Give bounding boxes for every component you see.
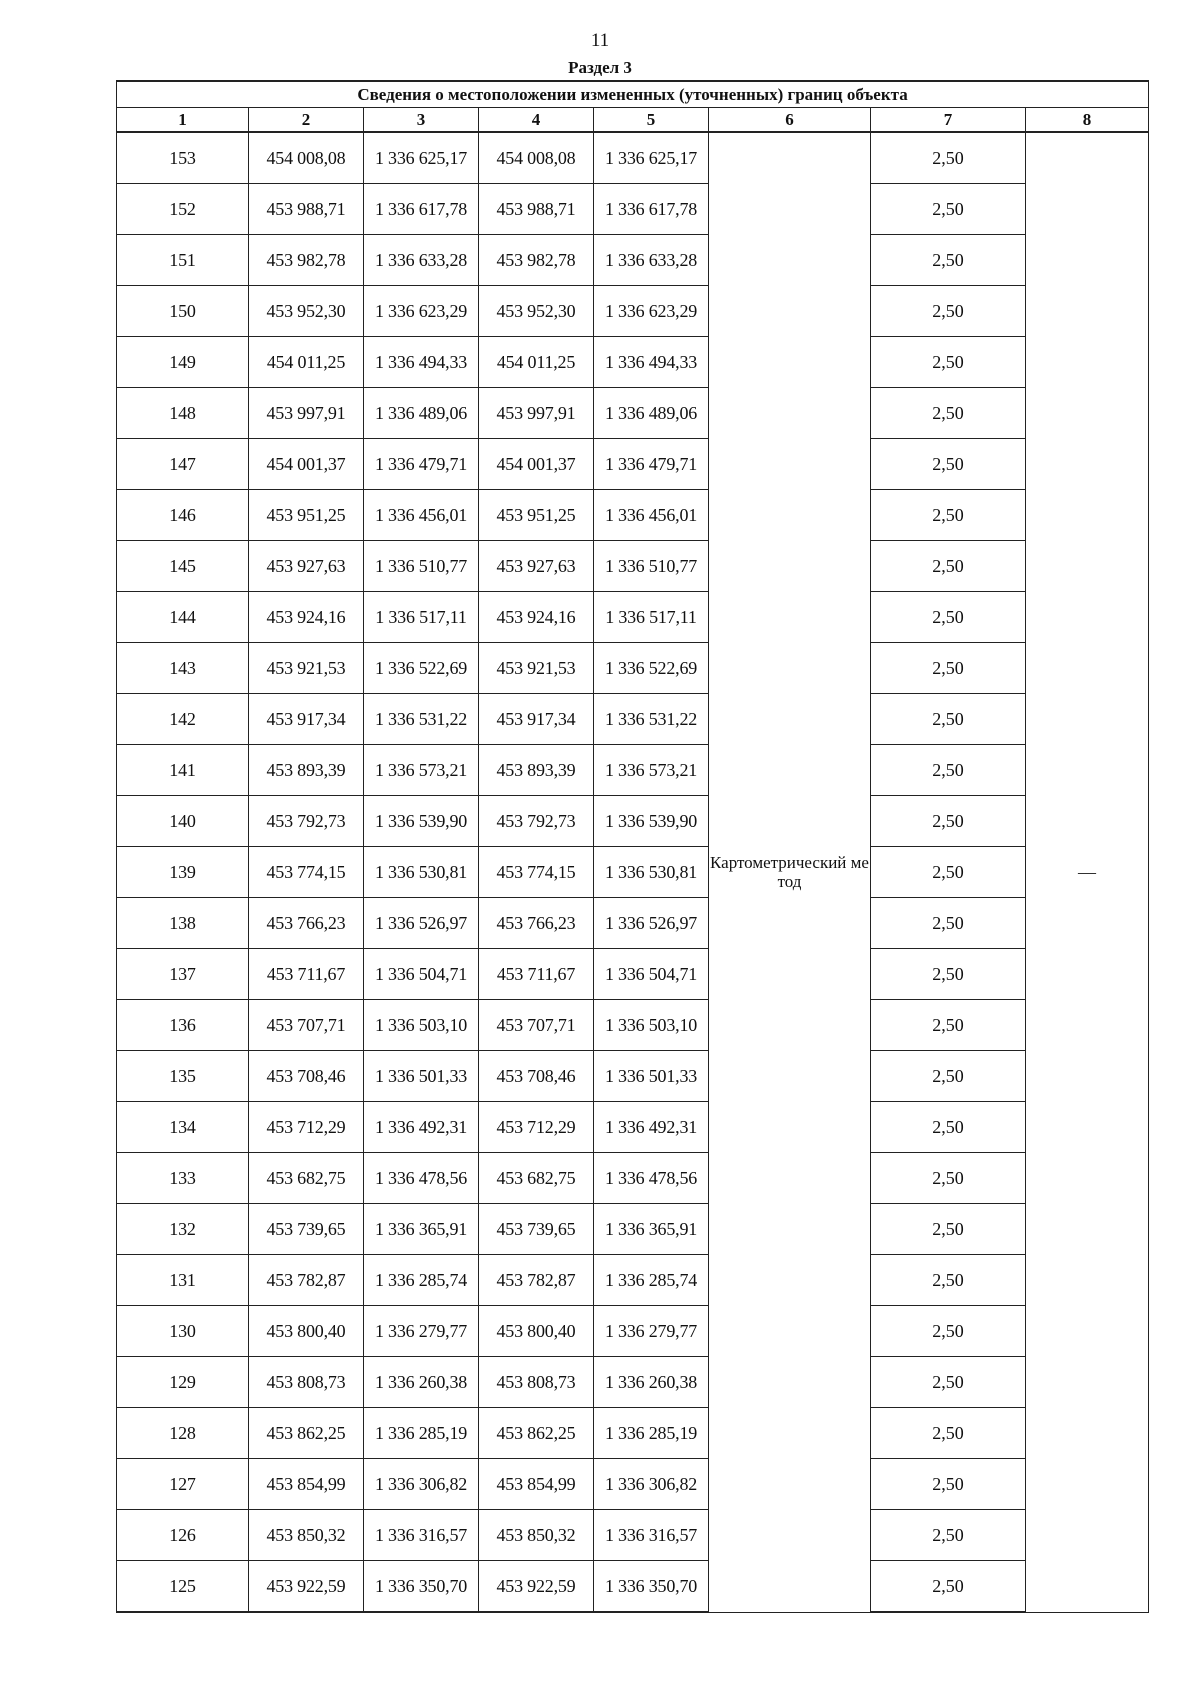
y-existing-cell: 1 336 492,31: [364, 1102, 479, 1153]
y-refined-cell: 1 336 522,69: [594, 643, 709, 694]
x-existing-cell: 453 917,34: [249, 694, 364, 745]
y-existing-cell: 1 336 478,56: [364, 1153, 479, 1204]
x-refined-cell: 453 921,53: [479, 643, 594, 694]
x-existing-cell: 453 766,23: [249, 898, 364, 949]
precision-cell: 2,50: [871, 1306, 1026, 1357]
y-refined-cell: 1 336 316,57: [594, 1510, 709, 1561]
precision-cell: 2,50: [871, 337, 1026, 388]
point-number-cell: 147: [117, 439, 249, 490]
precision-cell: 2,50: [871, 1459, 1026, 1510]
precision-cell: 2,50: [871, 1051, 1026, 1102]
precision-cell: 2,50: [871, 949, 1026, 1000]
point-number-cell: 149: [117, 337, 249, 388]
precision-cell: 2,50: [871, 898, 1026, 949]
precision-cell: 2,50: [871, 592, 1026, 643]
x-refined-cell: 453 792,73: [479, 796, 594, 847]
table-row: [117, 184, 1149, 235]
x-existing-cell: 453 922,59: [249, 1561, 364, 1613]
precision-cell: 2,50: [871, 286, 1026, 337]
point-number-cell: 145: [117, 541, 249, 592]
point-number-cell: 150: [117, 286, 249, 337]
section-title: Раздел 3: [568, 58, 632, 77]
x-refined-cell: 453 766,23: [479, 898, 594, 949]
x-existing-cell: 453 850,32: [249, 1510, 364, 1561]
x-refined-cell: 453 808,73: [479, 1357, 594, 1408]
y-refined-cell: 1 336 492,31: [594, 1102, 709, 1153]
x-existing-cell: 453 862,25: [249, 1408, 364, 1459]
column-header-3: 3: [364, 108, 479, 133]
y-existing-cell: 1 336 285,19: [364, 1408, 479, 1459]
x-existing-cell: 453 800,40: [249, 1306, 364, 1357]
point-number-cell: 151: [117, 235, 249, 286]
point-number-cell: 143: [117, 643, 249, 694]
x-existing-cell: 453 774,15: [249, 847, 364, 898]
y-existing-cell: 1 336 489,06: [364, 388, 479, 439]
y-existing-cell: 1 336 517,11: [364, 592, 479, 643]
y-existing-cell: 1 336 504,71: [364, 949, 479, 1000]
precision-cell: 2,50: [871, 1357, 1026, 1408]
precision-cell: 2,50: [871, 745, 1026, 796]
x-refined-cell: 454 001,37: [479, 439, 594, 490]
table-row: [117, 439, 1149, 490]
y-existing-cell: 1 336 285,74: [364, 1255, 479, 1306]
y-refined-cell: 1 336 517,11: [594, 592, 709, 643]
table-row: [117, 132, 1149, 184]
table-row: [117, 541, 1149, 592]
x-refined-cell: 453 917,34: [479, 694, 594, 745]
y-existing-cell: 1 336 522,69: [364, 643, 479, 694]
y-refined-cell: 1 336 633,28: [594, 235, 709, 286]
point-number-cell: 130: [117, 1306, 249, 1357]
x-refined-cell: 453 708,46: [479, 1051, 594, 1102]
method-cell: [709, 132, 871, 1612]
precision-cell: 2,50: [871, 439, 1026, 490]
y-refined-cell: 1 336 539,90: [594, 796, 709, 847]
y-existing-cell: 1 336 316,57: [364, 1510, 479, 1561]
x-existing-cell: 453 951,25: [249, 490, 364, 541]
x-existing-cell: 453 988,71: [249, 184, 364, 235]
y-existing-cell: 1 336 625,17: [364, 132, 479, 184]
point-number-cell: 140: [117, 796, 249, 847]
point-number-cell: 127: [117, 1459, 249, 1510]
x-existing-cell: 453 982,78: [249, 235, 364, 286]
x-refined-cell: 453 862,25: [479, 1408, 594, 1459]
y-existing-cell: 1 336 531,22: [364, 694, 479, 745]
x-existing-cell: 454 008,08: [249, 132, 364, 184]
x-refined-cell: 453 952,30: [479, 286, 594, 337]
table-row: [117, 490, 1149, 541]
y-existing-cell: 1 336 306,82: [364, 1459, 479, 1510]
table-row: [117, 898, 1149, 949]
y-existing-cell: 1 336 494,33: [364, 337, 479, 388]
y-refined-cell: 1 336 350,70: [594, 1561, 709, 1613]
x-refined-cell: 453 951,25: [479, 490, 594, 541]
point-number-cell: 139: [117, 847, 249, 898]
table-row: [117, 337, 1149, 388]
y-existing-cell: 1 336 501,33: [364, 1051, 479, 1102]
x-existing-cell: 453 739,65: [249, 1204, 364, 1255]
column-header-8: 8: [1026, 108, 1149, 133]
column-8-cell: [1026, 132, 1149, 1612]
x-refined-cell: 453 682,75: [479, 1153, 594, 1204]
x-refined-cell: 453 988,71: [479, 184, 594, 235]
precision-cell: 2,50: [871, 541, 1026, 592]
point-number-cell: 134: [117, 1102, 249, 1153]
precision-cell: 2,50: [871, 184, 1026, 235]
point-number-cell: 144: [117, 592, 249, 643]
y-refined-cell: 1 336 365,91: [594, 1204, 709, 1255]
y-refined-cell: 1 336 285,19: [594, 1408, 709, 1459]
y-existing-cell: 1 336 530,81: [364, 847, 479, 898]
point-number-cell: 137: [117, 949, 249, 1000]
x-existing-cell: 453 712,29: [249, 1102, 364, 1153]
x-refined-cell: 453 739,65: [479, 1204, 594, 1255]
x-existing-cell: 453 782,87: [249, 1255, 364, 1306]
x-existing-cell: 453 854,99: [249, 1459, 364, 1510]
table-row: [117, 1153, 1149, 1204]
table-row: [117, 745, 1149, 796]
point-number-cell: 136: [117, 1000, 249, 1051]
point-number-cell: 133: [117, 1153, 249, 1204]
y-refined-cell: 1 336 510,77: [594, 541, 709, 592]
boundary-coordinates-table: [116, 80, 1149, 1613]
y-refined-cell: 1 336 260,38: [594, 1357, 709, 1408]
y-existing-cell: 1 336 510,77: [364, 541, 479, 592]
y-existing-cell: 1 336 617,78: [364, 184, 479, 235]
precision-cell: 2,50: [871, 1204, 1026, 1255]
x-refined-cell: 453 997,91: [479, 388, 594, 439]
y-refined-cell: 1 336 504,71: [594, 949, 709, 1000]
precision-cell: 2,50: [871, 1561, 1026, 1613]
y-refined-cell: 1 336 531,22: [594, 694, 709, 745]
x-existing-cell: 453 808,73: [249, 1357, 364, 1408]
column-header-5: 5: [594, 108, 709, 133]
y-refined-cell: 1 336 623,29: [594, 286, 709, 337]
point-number-cell: 128: [117, 1408, 249, 1459]
x-existing-cell: 453 997,91: [249, 388, 364, 439]
method-text: Картометрический метод: [710, 853, 869, 892]
precision-cell: 2,50: [871, 694, 1026, 745]
x-refined-cell: 453 982,78: [479, 235, 594, 286]
y-refined-cell: 1 336 503,10: [594, 1000, 709, 1051]
x-existing-cell: 453 682,75: [249, 1153, 364, 1204]
y-refined-cell: 1 336 306,82: [594, 1459, 709, 1510]
table-row: [117, 796, 1149, 847]
y-refined-cell: 1 336 617,78: [594, 184, 709, 235]
x-refined-cell: 453 850,32: [479, 1510, 594, 1561]
x-existing-cell: 453 921,53: [249, 643, 364, 694]
x-existing-cell: 454 001,37: [249, 439, 364, 490]
precision-cell: 2,50: [871, 1510, 1026, 1561]
x-refined-cell: 453 927,63: [479, 541, 594, 592]
y-refined-cell: 1 336 489,06: [594, 388, 709, 439]
x-existing-cell: 453 708,46: [249, 1051, 364, 1102]
precision-cell: 2,50: [871, 132, 1026, 184]
y-refined-cell: 1 336 285,74: [594, 1255, 709, 1306]
y-refined-cell: 1 336 494,33: [594, 337, 709, 388]
y-existing-cell: 1 336 633,28: [364, 235, 479, 286]
x-refined-cell: 453 782,87: [479, 1255, 594, 1306]
x-refined-cell: 453 707,71: [479, 1000, 594, 1051]
y-existing-cell: 1 336 623,29: [364, 286, 479, 337]
precision-cell: 2,50: [871, 796, 1026, 847]
point-number-cell: 153: [117, 132, 249, 184]
table-row: [117, 388, 1149, 439]
table-row: [117, 847, 1149, 898]
x-refined-cell: 454 008,08: [479, 132, 594, 184]
precision-cell: 2,50: [871, 847, 1026, 898]
table-row: [117, 694, 1149, 745]
point-number-cell: 135: [117, 1051, 249, 1102]
x-existing-cell: 454 011,25: [249, 337, 364, 388]
column-header-2: 2: [249, 108, 364, 133]
table-row: [117, 1204, 1149, 1255]
precision-cell: 2,50: [871, 1000, 1026, 1051]
point-number-cell: 132: [117, 1204, 249, 1255]
precision-cell: 2,50: [871, 490, 1026, 541]
x-existing-cell: 453 924,16: [249, 592, 364, 643]
column-header-6: 6: [709, 108, 871, 133]
table-row: [117, 1306, 1149, 1357]
table-row: [117, 592, 1149, 643]
y-existing-cell: 1 336 260,38: [364, 1357, 479, 1408]
table-row: [117, 949, 1149, 1000]
table-row: [117, 1561, 1149, 1613]
precision-cell: 2,50: [871, 1255, 1026, 1306]
point-number-cell: 141: [117, 745, 249, 796]
x-refined-cell: 453 711,67: [479, 949, 594, 1000]
y-existing-cell: 1 336 479,71: [364, 439, 479, 490]
page-number: 11: [590, 30, 610, 51]
table-row: [117, 1459, 1149, 1510]
point-number-cell: 148: [117, 388, 249, 439]
point-number-cell: 125: [117, 1561, 249, 1613]
precision-cell: 2,50: [871, 1102, 1026, 1153]
point-number-cell: 129: [117, 1357, 249, 1408]
x-refined-cell: 453 800,40: [479, 1306, 594, 1357]
x-refined-cell: 453 924,16: [479, 592, 594, 643]
table-row: [117, 643, 1149, 694]
y-existing-cell: 1 336 526,97: [364, 898, 479, 949]
point-number-cell: 131: [117, 1255, 249, 1306]
table-row: [117, 1102, 1149, 1153]
point-number-cell: 146: [117, 490, 249, 541]
x-refined-cell: 453 854,99: [479, 1459, 594, 1510]
y-refined-cell: 1 336 526,97: [594, 898, 709, 949]
table-row: [117, 1051, 1149, 1102]
point-number-cell: 138: [117, 898, 249, 949]
x-refined-cell: 453 922,59: [479, 1561, 594, 1613]
y-existing-cell: 1 336 503,10: [364, 1000, 479, 1051]
point-number-cell: 126: [117, 1510, 249, 1561]
x-existing-cell: 453 707,71: [249, 1000, 364, 1051]
x-refined-cell: 454 011,25: [479, 337, 594, 388]
x-refined-cell: 453 774,15: [479, 847, 594, 898]
y-refined-cell: 1 336 501,33: [594, 1051, 709, 1102]
y-refined-cell: 1 336 478,56: [594, 1153, 709, 1204]
column-header-7: 7: [871, 108, 1026, 133]
point-number-cell: 142: [117, 694, 249, 745]
precision-cell: 2,50: [871, 643, 1026, 694]
y-refined-cell: 1 336 625,17: [594, 132, 709, 184]
table-caption: Сведения о местоположении измененных (уточненных) границ объекта: [117, 81, 1149, 108]
table-row: [117, 1510, 1149, 1561]
x-existing-cell: 453 711,67: [249, 949, 364, 1000]
y-existing-cell: 1 336 365,91: [364, 1204, 479, 1255]
x-existing-cell: 453 952,30: [249, 286, 364, 337]
y-refined-cell: 1 336 279,77: [594, 1306, 709, 1357]
precision-cell: 2,50: [871, 235, 1026, 286]
y-refined-cell: 1 336 573,21: [594, 745, 709, 796]
y-refined-cell: 1 336 456,01: [594, 490, 709, 541]
point-number-cell: 152: [117, 184, 249, 235]
table-row: [117, 1000, 1149, 1051]
precision-cell: 2,50: [871, 388, 1026, 439]
x-existing-cell: 453 927,63: [249, 541, 364, 592]
table-row: [117, 1255, 1149, 1306]
table-row: [117, 1408, 1149, 1459]
table-row: [117, 286, 1149, 337]
y-refined-cell: 1 336 530,81: [594, 847, 709, 898]
y-existing-cell: 1 336 279,77: [364, 1306, 479, 1357]
y-existing-cell: 1 336 350,70: [364, 1561, 479, 1613]
precision-cell: 2,50: [871, 1153, 1026, 1204]
column-header-row: [117, 108, 1149, 133]
table-row: [117, 235, 1149, 286]
column-header-1: 1: [117, 108, 249, 133]
precision-cell: 2,50: [871, 1408, 1026, 1459]
y-refined-cell: 1 336 479,71: [594, 439, 709, 490]
x-existing-cell: 453 792,73: [249, 796, 364, 847]
column-header-4: 4: [479, 108, 594, 133]
table-row: [117, 1357, 1149, 1408]
y-existing-cell: 1 336 573,21: [364, 745, 479, 796]
column-8-dash: —: [1078, 862, 1097, 883]
x-existing-cell: 453 893,39: [249, 745, 364, 796]
y-existing-cell: 1 336 456,01: [364, 490, 479, 541]
x-refined-cell: 453 893,39: [479, 745, 594, 796]
x-refined-cell: 453 712,29: [479, 1102, 594, 1153]
table-body: [117, 132, 1149, 1612]
y-existing-cell: 1 336 539,90: [364, 796, 479, 847]
